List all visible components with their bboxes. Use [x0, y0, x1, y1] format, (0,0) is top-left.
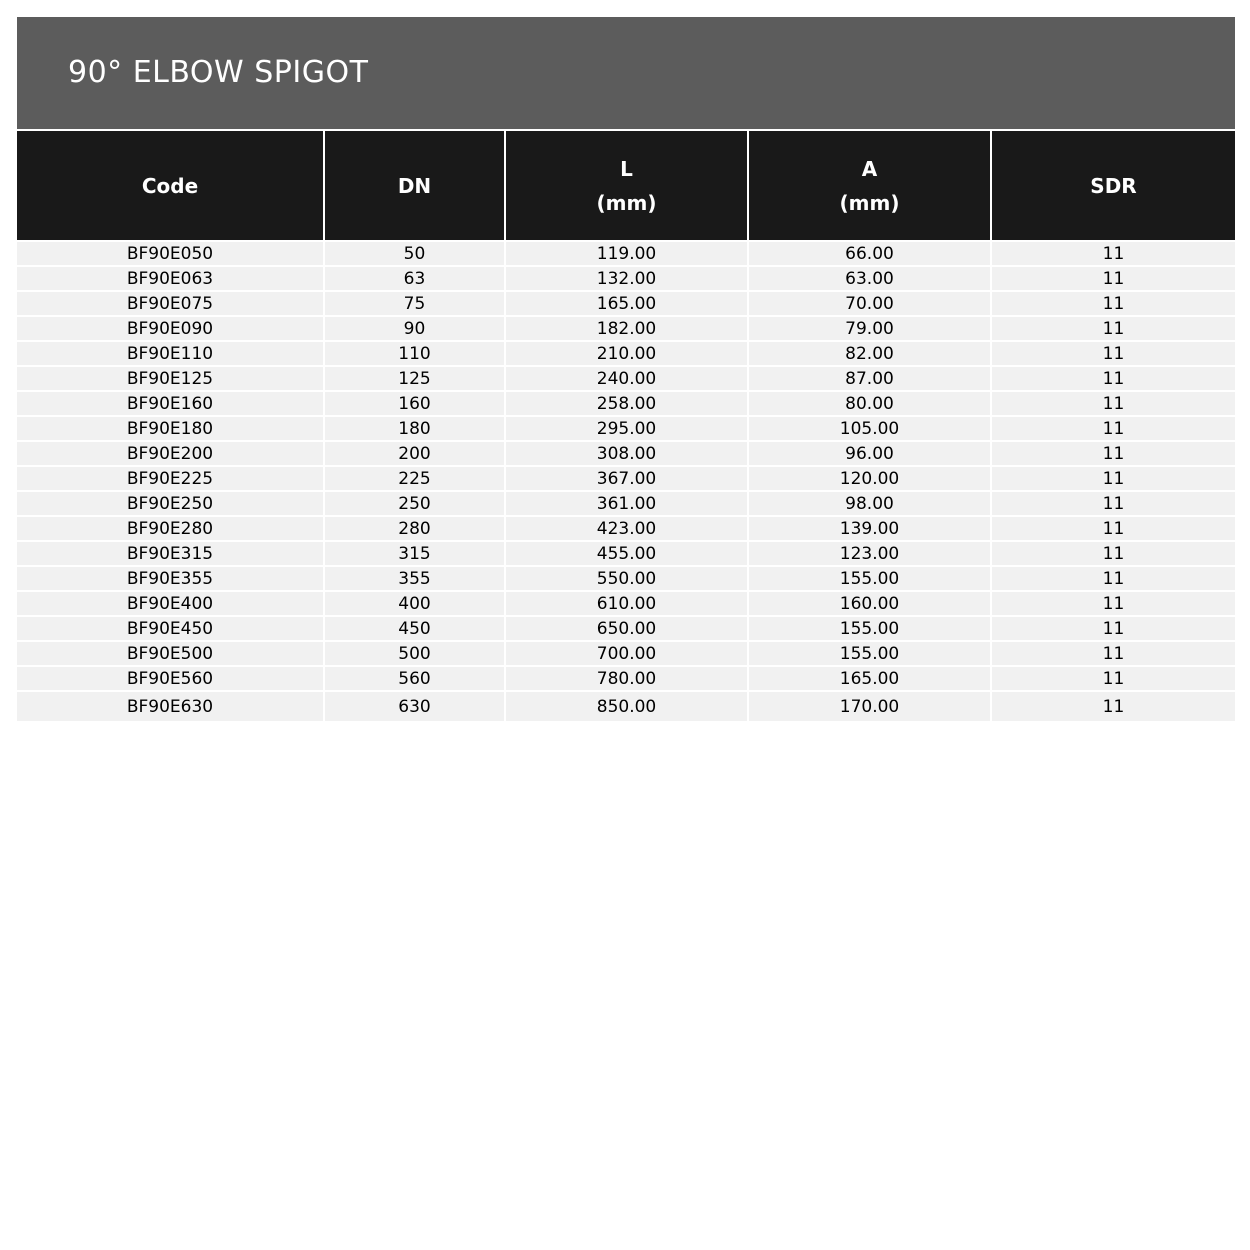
cell-l: 367.00: [505, 466, 748, 491]
header-sdr-label: SDR: [1090, 173, 1137, 198]
cell-dn: 355: [324, 566, 505, 591]
cell-sdr: 11: [991, 466, 1235, 491]
cell-l: 361.00: [505, 491, 748, 516]
cell-sdr: 11: [991, 566, 1235, 591]
cell-code: BF90E075: [17, 291, 324, 316]
cell-dn: 50: [324, 241, 505, 266]
cell-code: BF90E110: [17, 341, 324, 366]
header-l-label: L: [620, 156, 633, 181]
table-row: [17, 316, 1235, 341]
cell-code: BF90E450: [17, 616, 324, 641]
cell-a: 98.00: [748, 491, 991, 516]
cell-a: 155.00: [748, 641, 991, 666]
cell-code: BF90E250: [17, 491, 324, 516]
cell-l: 240.00: [505, 366, 748, 391]
cell-sdr: 11: [991, 541, 1235, 566]
cell-dn: 560: [324, 666, 505, 691]
table-row: [17, 291, 1235, 316]
cell-l: 119.00: [505, 241, 748, 266]
cell-code: BF90E063: [17, 266, 324, 291]
cell-a: 82.00: [748, 341, 991, 366]
table-row: [17, 591, 1235, 616]
header-a: [748, 130, 991, 241]
header-code: [17, 130, 324, 241]
cell-l: 610.00: [505, 591, 748, 616]
cell-a: 70.00: [748, 291, 991, 316]
cell-a: 105.00: [748, 416, 991, 441]
cell-dn: 125: [324, 366, 505, 391]
spec-table: [17, 129, 1235, 723]
cell-dn: 315: [324, 541, 505, 566]
cell-l: 850.00: [505, 691, 748, 722]
table-row: [17, 541, 1235, 566]
cell-l: 308.00: [505, 441, 748, 466]
table-row: [17, 441, 1235, 466]
table-row: [17, 266, 1235, 291]
cell-dn: 400: [324, 591, 505, 616]
cell-a: 96.00: [748, 441, 991, 466]
cell-a: 170.00: [748, 691, 991, 722]
header-a-unit: (mm): [839, 190, 900, 215]
header-dn: [324, 130, 505, 241]
cell-l: 165.00: [505, 291, 748, 316]
cell-sdr: 11: [991, 666, 1235, 691]
cell-dn: 75: [324, 291, 505, 316]
cell-a: 139.00: [748, 516, 991, 541]
cell-dn: 160: [324, 391, 505, 416]
cell-sdr: 11: [991, 616, 1235, 641]
header-l: [505, 130, 748, 241]
table-row: [17, 341, 1235, 366]
header-code-label: Code: [141, 173, 199, 198]
cell-l: 700.00: [505, 641, 748, 666]
cell-code: BF90E280: [17, 516, 324, 541]
cell-sdr: 11: [991, 291, 1235, 316]
header-sdr: [991, 130, 1235, 241]
table-row: [17, 366, 1235, 391]
cell-sdr: 11: [991, 266, 1235, 291]
table-row: [17, 416, 1235, 441]
cell-sdr: 11: [991, 416, 1235, 441]
cell-sdr: 11: [991, 491, 1235, 516]
page-title: 90° ELBOW SPIGOT: [68, 54, 369, 90]
cell-dn: 90: [324, 316, 505, 341]
cell-code: BF90E160: [17, 391, 324, 416]
table-row: [17, 691, 1235, 722]
cell-l: 455.00: [505, 541, 748, 566]
cell-dn: 280: [324, 516, 505, 541]
cell-l: 210.00: [505, 341, 748, 366]
cell-code: BF90E180: [17, 416, 324, 441]
cell-dn: 500: [324, 641, 505, 666]
cell-sdr: 11: [991, 241, 1235, 266]
cell-code: BF90E225: [17, 466, 324, 491]
cell-l: 182.00: [505, 316, 748, 341]
cell-sdr: 11: [991, 366, 1235, 391]
table-row: [17, 566, 1235, 591]
cell-a: 66.00: [748, 241, 991, 266]
cell-l: 132.00: [505, 266, 748, 291]
cell-code: BF90E500: [17, 641, 324, 666]
cell-sdr: 11: [991, 691, 1235, 722]
cell-a: 120.00: [748, 466, 991, 491]
cell-code: BF90E200: [17, 441, 324, 466]
cell-dn: 450: [324, 616, 505, 641]
cell-code: BF90E630: [17, 691, 324, 722]
cell-dn: 225: [324, 466, 505, 491]
table-row: [17, 241, 1235, 266]
cell-l: 780.00: [505, 666, 748, 691]
cell-code: BF90E125: [17, 366, 324, 391]
cell-sdr: 11: [991, 591, 1235, 616]
cell-dn: 250: [324, 491, 505, 516]
cell-code: BF90E050: [17, 241, 324, 266]
cell-l: 423.00: [505, 516, 748, 541]
cell-code: BF90E400: [17, 591, 324, 616]
cell-dn: 110: [324, 341, 505, 366]
cell-a: 160.00: [748, 591, 991, 616]
title-bar: [17, 17, 1235, 129]
header-l-unit: (mm): [596, 190, 657, 215]
cell-code: BF90E315: [17, 541, 324, 566]
cell-l: 295.00: [505, 416, 748, 441]
cell-sdr: 11: [991, 641, 1235, 666]
cell-a: 87.00: [748, 366, 991, 391]
cell-a: 63.00: [748, 266, 991, 291]
table-row: [17, 641, 1235, 666]
cell-sdr: 11: [991, 516, 1235, 541]
cell-a: 123.00: [748, 541, 991, 566]
table-row: [17, 491, 1235, 516]
table-row: [17, 391, 1235, 416]
header-a-label: A: [861, 156, 878, 181]
cell-sdr: 11: [991, 316, 1235, 341]
cell-sdr: 11: [991, 391, 1235, 416]
cell-l: 550.00: [505, 566, 748, 591]
cell-l: 650.00: [505, 616, 748, 641]
header-dn-label: DN: [397, 173, 432, 198]
table-row: [17, 516, 1235, 541]
cell-code: BF90E090: [17, 316, 324, 341]
cell-dn: 200: [324, 441, 505, 466]
cell-sdr: 11: [991, 341, 1235, 366]
table-row: [17, 666, 1235, 691]
cell-sdr: 11: [991, 441, 1235, 466]
cell-code: BF90E560: [17, 666, 324, 691]
table-row: [17, 466, 1235, 491]
cell-dn: 630: [324, 691, 505, 722]
cell-code: BF90E355: [17, 566, 324, 591]
cell-a: 165.00: [748, 666, 991, 691]
table-body: [17, 241, 1235, 722]
table-row: [17, 616, 1235, 641]
cell-l: 258.00: [505, 391, 748, 416]
cell-a: 80.00: [748, 391, 991, 416]
cell-a: 79.00: [748, 316, 991, 341]
cell-a: 155.00: [748, 616, 991, 641]
table-header-row: [17, 130, 1235, 241]
cell-a: 155.00: [748, 566, 991, 591]
cell-dn: 180: [324, 416, 505, 441]
cell-dn: 63: [324, 266, 505, 291]
